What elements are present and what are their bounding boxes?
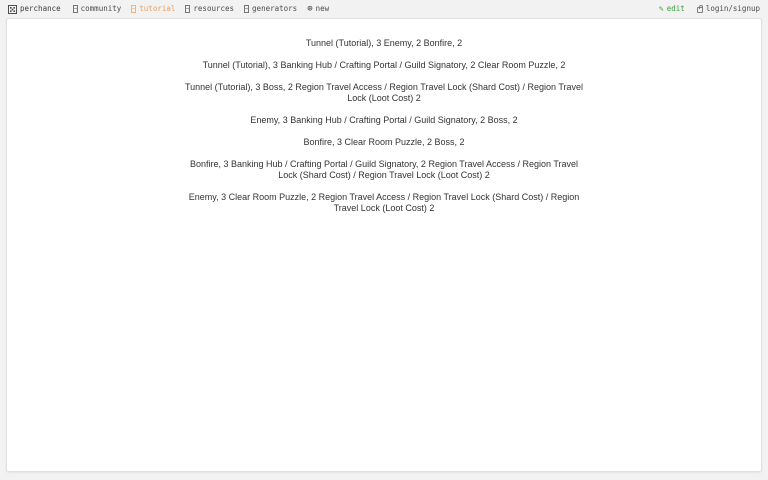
edit-button[interactable] [659, 0, 685, 18]
nav-item-label: generators [252, 4, 298, 13]
book-icon [185, 5, 190, 13]
pencil-icon: ✎ [658, 4, 664, 13]
nav-item-label: new [315, 4, 330, 13]
edit-label: edit [666, 4, 685, 13]
nav-item-community[interactable] [73, 0, 122, 18]
perchance-dice-logo-icon [8, 5, 17, 14]
nav-item-label: community [80, 4, 122, 13]
nav-item-label: resources [193, 4, 235, 13]
output-line: Tunnel (Tutorial), 3 Boss, 2 Region Travel Access / Region Travel Lock (Shard Cost) / Region Travel Lock (Loot Cost) 2 [185, 82, 584, 103]
nav-item-perchance-home[interactable] [8, 0, 61, 18]
output-line: Bonfire, 3 Clear Room Puzzle, 2 Boss, 2 [303, 137, 465, 147]
nav-right-group [647, 0, 760, 18]
output-line: Bonfire, 3 Banking Hub / Crafting Portal / Guild Signatory, 2 Region Travel Access / Region Travel Lock (Shard Cost) / Region Travel Lock (Loot Cost) 2 [189, 159, 579, 180]
generator-output-panel [6, 18, 762, 472]
book-icon [244, 5, 249, 13]
login-signup-label: login/signup [705, 4, 760, 13]
generator-output-column [185, 19, 583, 214]
nav-item-tutorial[interactable] [131, 0, 175, 18]
book-icon [131, 5, 136, 13]
plus-circle-icon: ⊕ [307, 3, 313, 14]
output-line: Tunnel (Tutorial), 3 Enemy, 2 Bonfire, 2 [305, 38, 463, 48]
login-signup-button[interactable] [697, 0, 760, 18]
book-icon [73, 5, 78, 13]
nav-brand-label: perchance [20, 4, 61, 13]
output-line: Enemy, 3 Clear Room Puzzle, 2 Region Travel Access / Region Travel Lock (Shard Cost) / Region Travel Lock (Loot Cost) 2 [188, 192, 580, 213]
top-nav-bar [0, 0, 768, 18]
nav-item-resources[interactable] [185, 0, 234, 18]
nav-item-label: tutorial [139, 4, 176, 13]
nav-item-new[interactable] [307, 0, 329, 18]
nav-item-generators[interactable] [244, 0, 297, 18]
output-line: Enemy, 3 Banking Hub / Crafting Portal / Guild Signatory, 2 Boss, 2 [250, 115, 518, 125]
output-line: Tunnel (Tutorial), 3 Banking Hub / Crafting Portal / Guild Signatory, 2 Clear Room Puzzle, 2 [202, 60, 566, 70]
lock-icon [697, 5, 703, 13]
